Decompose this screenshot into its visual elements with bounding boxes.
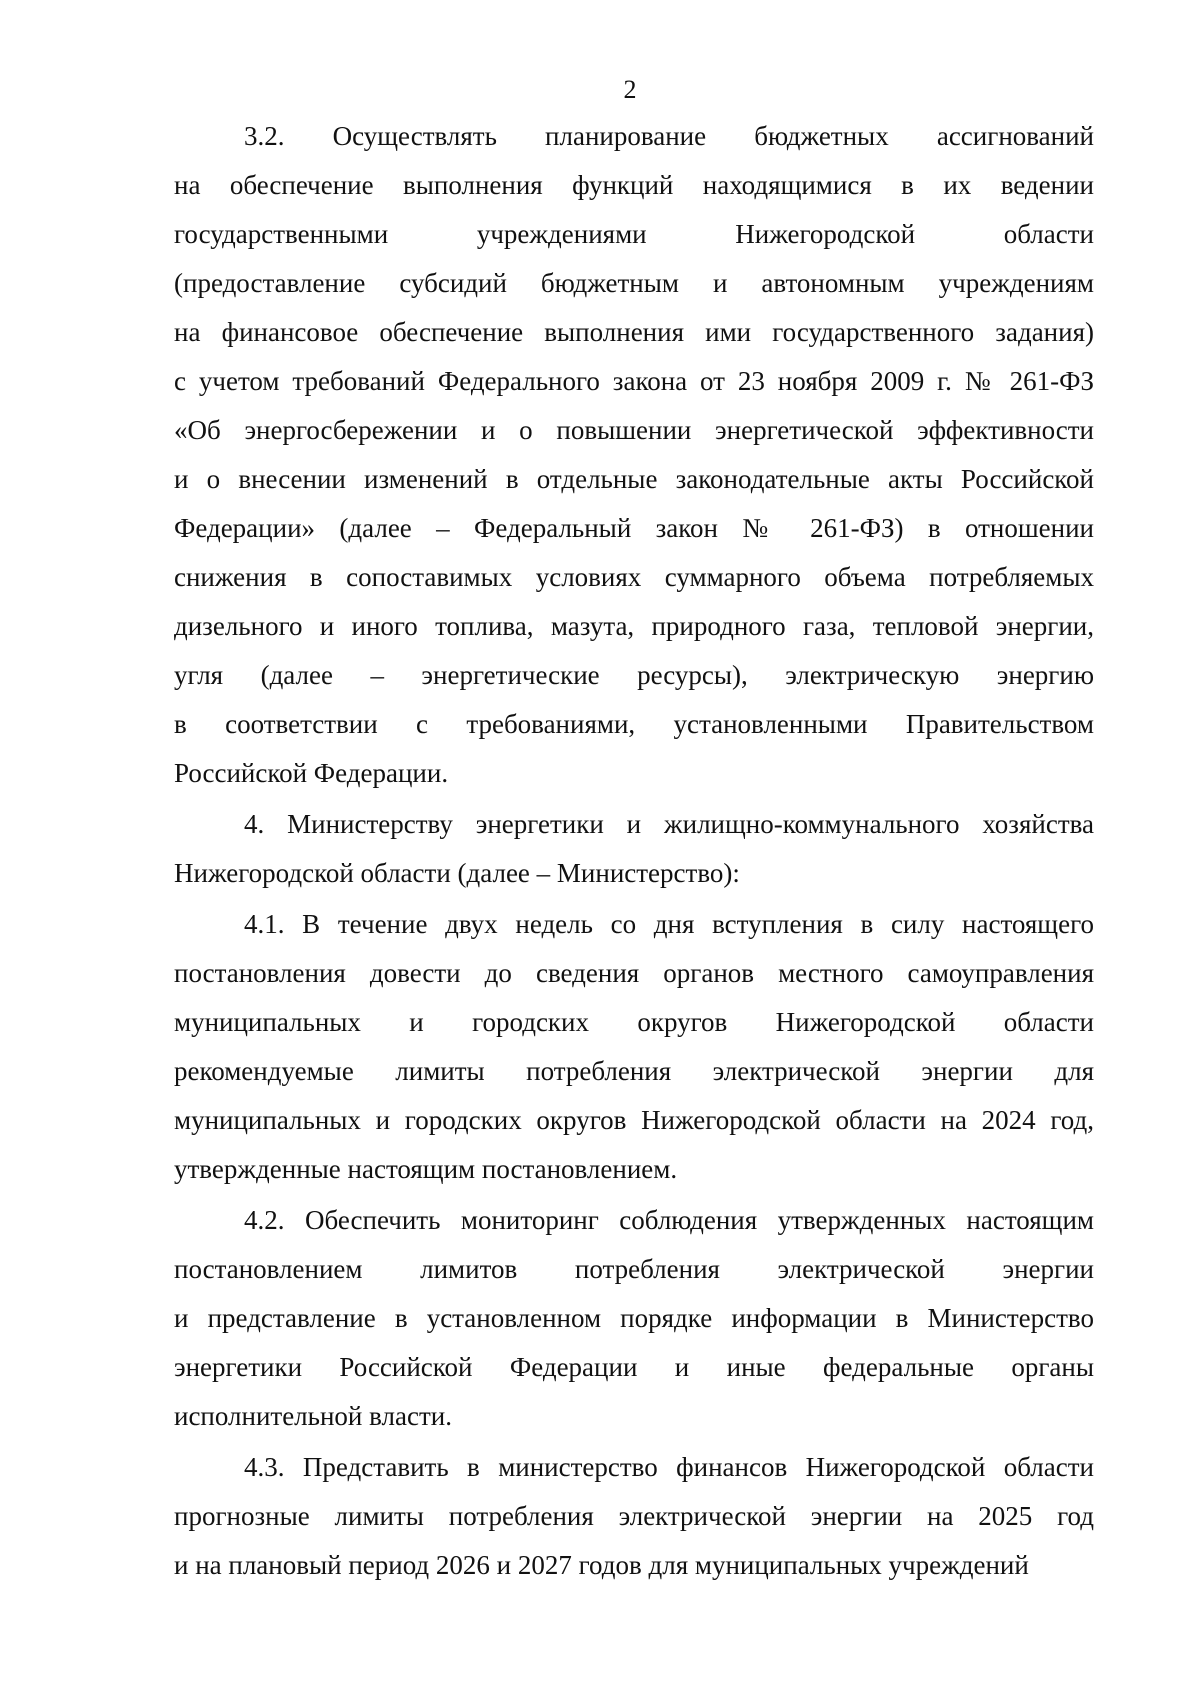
text-line: на обеспечение выполнения функций находящимися в их ведении — [174, 170, 1094, 200]
text-line: и представление в установленном порядке информации в Министерство — [174, 1303, 1094, 1333]
paragraph-p-4-1 — [174, 900, 1094, 1194]
paragraph-p-4-2 — [174, 1196, 1094, 1441]
text-line: постановлением лимитов потребления электрической энергии — [174, 1254, 1094, 1284]
text-line: утвержденные настоящим постановлением. — [174, 1154, 678, 1184]
paragraph-p-4-3 — [174, 1443, 1094, 1590]
text-line: 4. Министерству энергетики и жилищно-коммунального хозяйства — [244, 809, 1094, 839]
text-line: постановления довести до сведения органов местного самоуправления — [174, 958, 1094, 988]
text-line: 4.1. В течение двух недель со дня вступления в силу настоящего — [244, 909, 1094, 939]
document-body — [174, 112, 1094, 1590]
text-line: государственными учреждениями Нижегородской области — [174, 219, 1094, 249]
text-line: 4.3. Представить в министерство финансов Нижегородской области — [244, 1452, 1094, 1482]
text-line: муниципальных и городских округов Нижегородской области на 2024 год, — [174, 1105, 1094, 1135]
text-line: и о внесении изменений в отдельные законодательные акты Российской — [174, 464, 1094, 494]
text-line: и на плановый период 2026 и 2027 годов для муниципальных учреждений — [174, 1550, 1029, 1580]
text-line: в соответствии с требованиями, установленными Правительством — [174, 709, 1094, 739]
text-line: (предоставление субсидий бюджетным и автономным учреждениям — [174, 268, 1094, 298]
text-line: снижения в сопоставимых условиях суммарного объема потребляемых — [174, 562, 1094, 592]
text-line: муниципальных и городских округов Нижегородской области — [174, 1007, 1094, 1037]
text-line: на финансовое обеспечение выполнения ими государственного задания) — [174, 317, 1094, 347]
text-line: Российской Федерации. — [174, 758, 449, 788]
text-line: энергетики Российской Федерации и иные федеральные органы — [174, 1352, 1094, 1382]
text-line: Федерации» (далее – Федеральный закон № 261-ФЗ) в отношении — [174, 513, 1094, 543]
paragraph-p-4 — [174, 800, 1094, 898]
page-number: 2 — [623, 75, 637, 104]
text-line: угля (далее – энергетические ресурсы), электрическую энергию — [174, 660, 1094, 690]
text-line: исполнительной власти. — [174, 1401, 452, 1431]
text-line: рекомендуемые лимиты потребления электрической энергии для — [174, 1056, 1094, 1086]
paragraph-p-3-2 — [174, 112, 1094, 798]
text-line: дизельного и иного топлива, мазута, природного газа, тепловой энергии, — [174, 611, 1094, 641]
text-line: Нижегородской области (далее – Министерство): — [174, 858, 740, 888]
text-line: 4.2. Обеспечить мониторинг соблюдения утвержденных настоящим — [244, 1205, 1094, 1235]
text-line: с учетом требований Федерального закона от 23 ноября 2009 г. № 261-ФЗ — [174, 366, 1094, 396]
text-line: «Об энергосбережении и о повышении энергетической эффективности — [174, 415, 1094, 445]
text-line: 3.2. Осуществлять планирование бюджетных ассигнований — [244, 121, 1094, 151]
text-line: прогнозные лимиты потребления электрической энергии на 2025 год — [174, 1501, 1094, 1531]
